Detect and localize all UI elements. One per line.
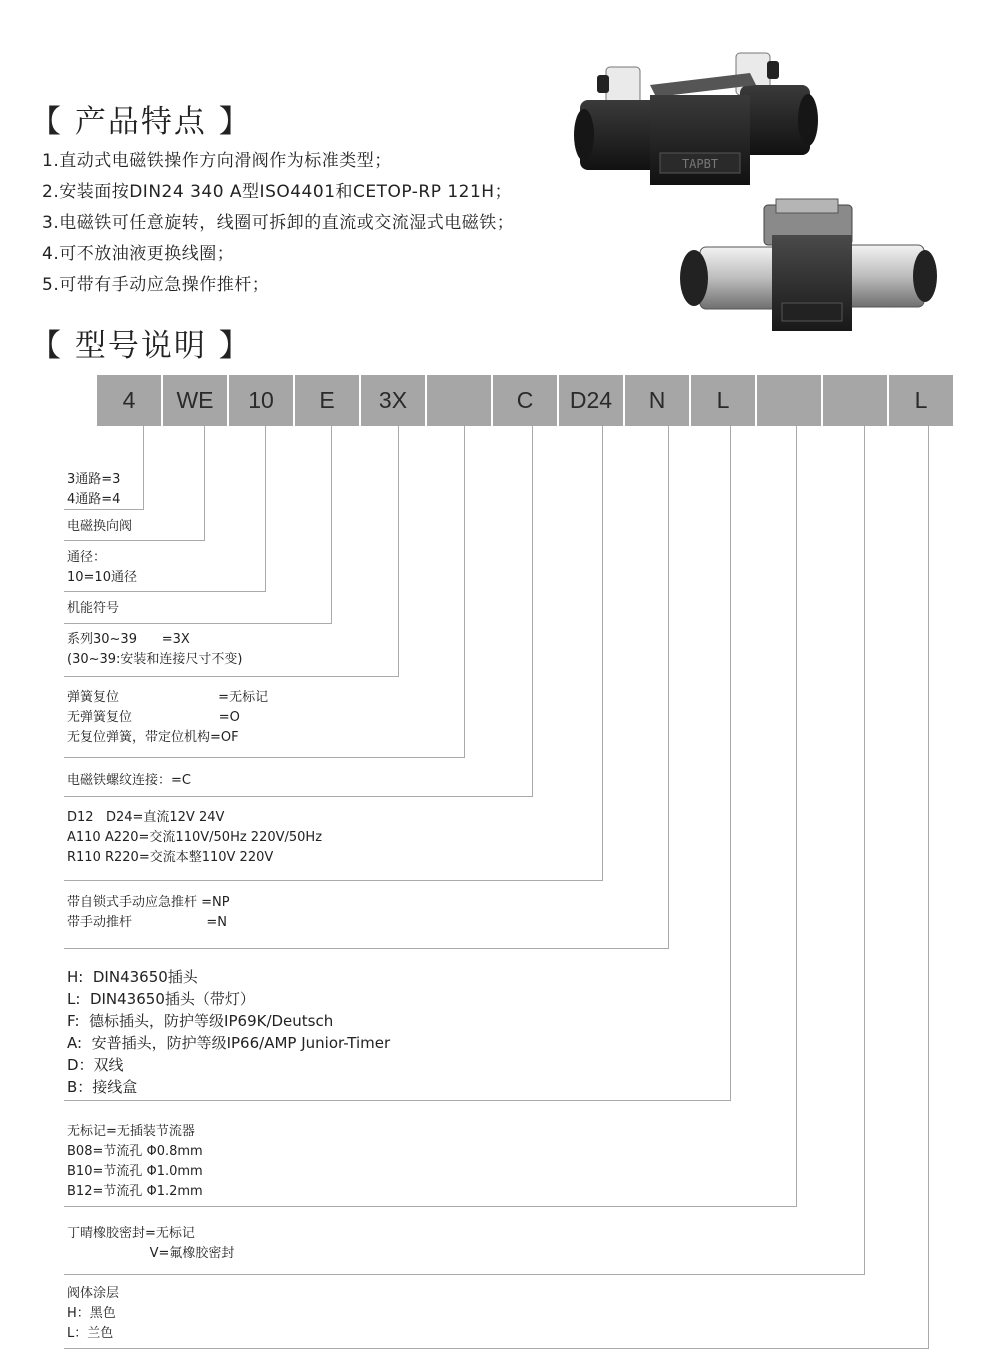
desc-coating: 阀体涂层 H：黑色 L：兰色	[67, 1286, 120, 1341]
valve-photo-silver	[672, 195, 942, 345]
leader-underline	[64, 1100, 731, 1101]
feature-item: 2.安装面按DIN24 340 A型ISO4401和CETOP-RP 121H；	[42, 182, 513, 202]
desc-paths: 3通路=3 4通路=4	[67, 472, 121, 507]
valve-photo-black	[570, 45, 830, 200]
desc-valve-type: 电磁换向阀	[67, 519, 133, 534]
model-code-box: L	[691, 375, 755, 426]
leader-line	[265, 426, 266, 591]
leader-line	[730, 426, 731, 1100]
leader-line	[532, 426, 533, 796]
model-code-box	[823, 375, 887, 426]
model-code-box: N	[625, 375, 689, 426]
model-code-box: WE	[163, 375, 227, 426]
leader-underline	[64, 676, 399, 677]
leader-underline	[64, 1206, 797, 1207]
nameplate-text: TAPBT	[681, 157, 719, 171]
leader-underline	[64, 1348, 929, 1349]
desc-series: 系列30~39 =3X (30~39:安装和连接尺寸不变)	[67, 632, 243, 667]
leader-underline	[64, 1274, 865, 1275]
leader-underline	[64, 948, 669, 949]
features-title: 【 产品特点 】	[30, 104, 252, 140]
leader-underline	[64, 540, 205, 541]
leader-line	[331, 426, 332, 623]
leader-line	[668, 426, 669, 948]
desc-throttle: 无标记=无插装节流器 B08=节流孔 Φ0.8mm B10=节流孔 Φ1.0mm B12=节流孔 Φ1.2mm	[67, 1124, 203, 1199]
model-code-box: D24	[559, 375, 623, 426]
desc-connector: H: DIN43650插头 L: DIN43650插头（带灯） F: 德标插头，防护等级IP69K/Deutsch A: 安普插头，防护等级IP66/AMP Junior-Timer D：双线 B：接线盒	[67, 968, 391, 1096]
desc-manual-override: 带自锁式手动应急推杆 =NP 带手动推杆 =N	[67, 895, 230, 930]
model-code-box	[427, 375, 491, 426]
leader-underline	[64, 623, 332, 624]
model-code-box: C	[493, 375, 557, 426]
model-code-box: 10	[229, 375, 293, 426]
leader-line	[602, 426, 603, 880]
model-code-box	[757, 375, 821, 426]
desc-spring: 弹簧复位 =无标记 无弹簧复位 =O 无复位弹簧，带定位机构=OF	[67, 690, 269, 745]
leader-line	[464, 426, 465, 757]
leader-underline	[64, 796, 533, 797]
features-list	[42, 146, 514, 301]
leader-line	[864, 426, 865, 1274]
leader-underline	[64, 757, 465, 758]
model-code-box: E	[295, 375, 359, 426]
feature-item: 1.直动式电磁铁操作方向滑阀作为标准类型；	[42, 151, 392, 171]
leader-underline	[64, 880, 603, 881]
leader-line	[796, 426, 797, 1206]
leader-line	[204, 426, 205, 540]
feature-item: 4.可不放油液更换线圈；	[42, 244, 235, 264]
feature-item: 5.可带有手动应急操作推杆；	[42, 275, 270, 295]
model-title: 【 型号说明 】	[30, 328, 252, 364]
feature-item: 3.电磁铁可任意旋转，线圈可拆卸的直流或交流湿式电磁铁；	[42, 213, 515, 233]
desc-seal: 丁晴橡胶密封=无标记 V=氟橡胶密封	[67, 1226, 235, 1261]
model-code-box: 4	[97, 375, 161, 426]
leader-line	[143, 426, 144, 509]
model-code-box: L	[889, 375, 953, 426]
leader-line	[928, 426, 929, 1348]
desc-size: 通径： 10=10通径	[67, 550, 137, 585]
desc-thread: 电磁铁螺纹连接：=C	[67, 773, 191, 788]
model-code-box: 3X	[361, 375, 425, 426]
model-code-row	[97, 375, 955, 426]
leader-underline	[64, 591, 266, 592]
desc-voltage: D12 D24=直流12V 24V A110 A220=交流110V/50Hz 220V/50Hz R110 R220=交流本整110V 220V	[67, 810, 323, 865]
desc-symbol: 机能符号	[67, 601, 120, 616]
leader-line	[398, 426, 399, 676]
